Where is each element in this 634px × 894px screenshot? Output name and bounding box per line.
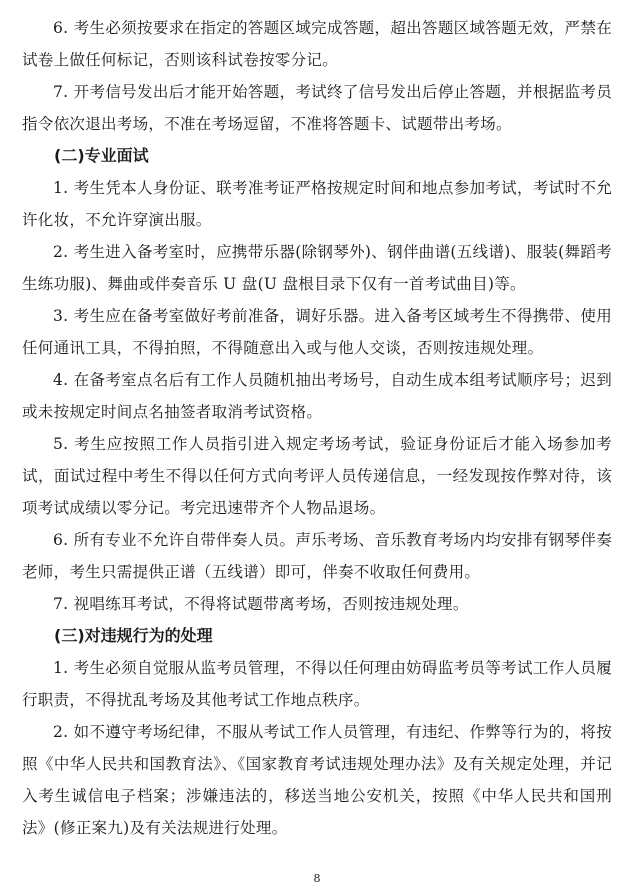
interview-rule-4: 4. 在备考室点名后有工作人员随机抽出考场号，自动生成本组考试顺序号；迟到或未按规定时间点名抽签者取消考试资格。 [22, 371, 612, 421]
exam-rule-7: 7. 开考信号发出后才能开始答题，考试终了信号发出后停止答题，并根据监考员指令依次退出考场，不准在考场逗留，不准将答题卡、试题带出考场。 [22, 83, 612, 133]
interview-rule-7: 7. 视唱练耳考试，不得将试题带离考场，否则按违规处理。 [53, 595, 469, 613]
interview-rule-1: 1. 考生凭本人身份证、联考准考证严格按规定时间和地点参加考试，考试时不允许化妆，不允许穿演出服。 [22, 179, 612, 229]
interview-rule-6: 6. 所有专业不允许自带伴奏人员。声乐考场、音乐教育考场内均安排有钢琴伴奏老师，考生只需提供正谱（五线谱）即可，伴奏不收取任何费用。 [22, 531, 612, 581]
document-body [22, 12, 612, 844]
section-heading-violations: (三)对违规行为的处理 [54, 626, 213, 645]
section-heading-interview: (二)专业面试 [54, 146, 149, 165]
violation-rule-1: 1. 考生必须自觉服从监考员管理，不得以任何理由妨碍监考员等考试工作人员履行职责，不得扰乱考场及其他考试工作地点秩序。 [22, 659, 612, 709]
interview-rule-3: 3. 考生应在备考室做好考前准备，调好乐器。进入备考区域考生不得携带、使用任何通讯工具，不得拍照，不得随意出入或与他人交谈，否则按违规处理。 [22, 307, 612, 357]
interview-rule-5: 5. 考生应按照工作人员指引进入规定考场考试，验证身份证后才能入场参加考试，面试过程中考生不得以任何方式向考评人员传递信息，一经发现按作弊对待，该项考试成绩以零分记。考完迅速带齐个人物品退场。 [22, 435, 612, 517]
interview-rule-2: 2. 考生进入备考室时，应携带乐器(除钢琴外)、钢伴曲谱(五线谱)、服装(舞蹈考生练功服)、舞曲或伴奏音乐 U 盘(U 盘根目录下仅有一首考试曲目)等。 [22, 243, 612, 293]
page-number: 8 [313, 872, 321, 885]
exam-rule-6: 6. 考生必须按要求在指定的答题区域完成答题，超出答题区域答题无效，严禁在试卷上做任何标记，否则该科试卷按零分记。 [22, 19, 612, 69]
violation-rule-2: 2. 如不遵守考场纪律，不服从考试工作人员管理，有违纪、作弊等行为的，将按照《中华人民共和国教育法》、《国家教育考试违规处理办法》及有关规定处理，并记入考生诚信电子档案；涉嫌违法的，移送当地公安机关，按照《中华人民共和国刑法》(修正案九)及有关法规进行处理。 [22, 723, 612, 837]
